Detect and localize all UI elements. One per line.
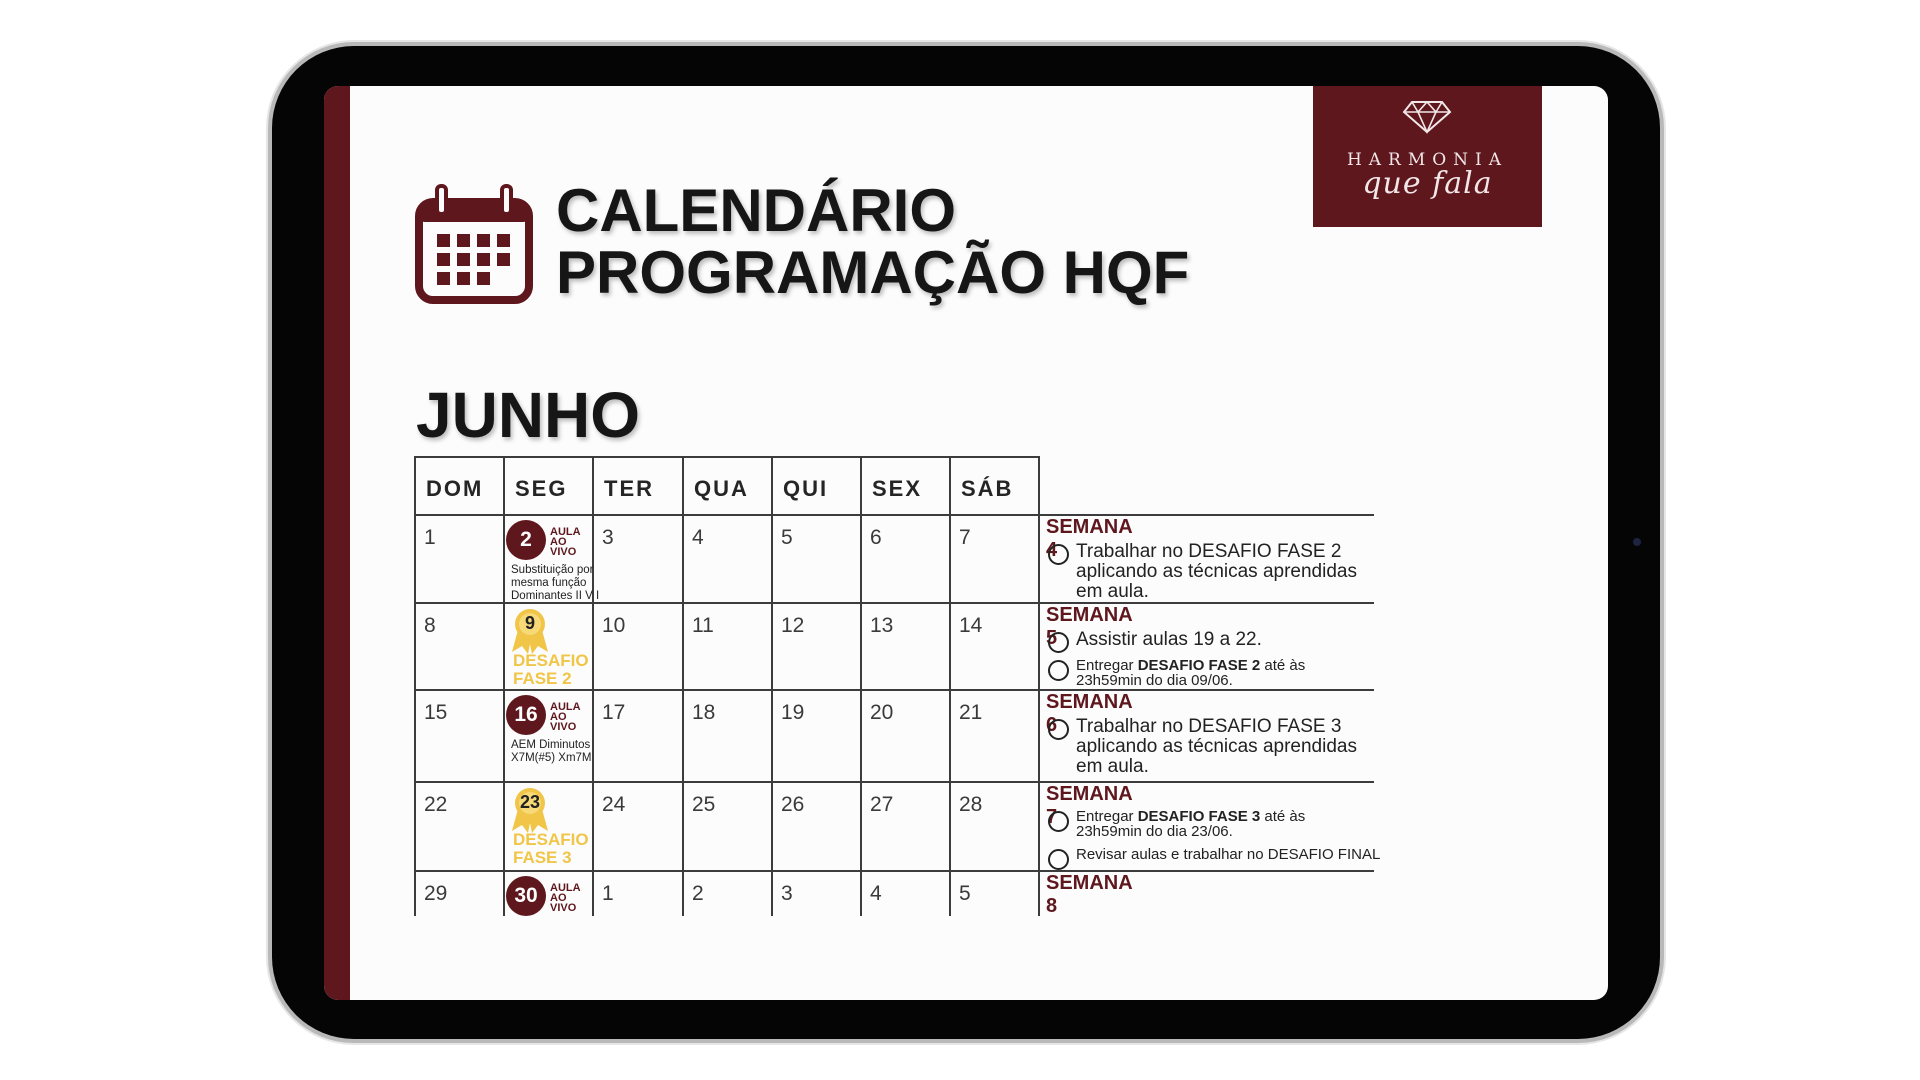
title-line-1: CALENDÁRIO (556, 177, 956, 244)
live-class-label: AULA AO VIVO (550, 882, 581, 914)
logo-script-text: que fala (1362, 166, 1493, 201)
week-title: SEMANA 5 (1046, 604, 1132, 649)
document-page[interactable] (324, 86, 1608, 1000)
day-number[interactable]: 4 (870, 882, 882, 905)
calendar-icon (415, 182, 533, 304)
day-number[interactable]: 1 (602, 882, 614, 905)
day-number[interactable]: 6 (870, 526, 882, 549)
live-class-label: AULA AO VIVO (550, 701, 581, 733)
left-accent-bar (324, 86, 350, 1000)
day-number[interactable]: 8 (424, 614, 436, 637)
week-title: SEMANA 6 (1046, 691, 1132, 736)
day-number[interactable]: 13 (870, 614, 894, 637)
day-header: SEG (515, 476, 568, 501)
challenge-day-number[interactable]: 9 (524, 613, 535, 633)
day-number[interactable]: 18 (692, 701, 716, 724)
day-header: SEX (872, 476, 923, 501)
grid-line (682, 456, 684, 916)
task-text: Entregar DESAFIO FASE 3 até às 23h59min do dia 23/06. (1076, 808, 1306, 840)
day-number[interactable]: 29 (424, 882, 448, 905)
grid-line (949, 456, 951, 916)
day-number[interactable]: 1 (424, 526, 436, 549)
day-header: QUA (694, 476, 749, 501)
day-number[interactable]: 20 (870, 701, 894, 724)
task-text: Revisar aulas e trabalhar no DESAFIO FINAL (1076, 846, 1381, 863)
live-class-badge[interactable]: 2 (506, 520, 546, 560)
day-header: SÁB (961, 476, 1014, 501)
title-line-2: PROGRAMAÇÃO HQF (556, 239, 1190, 306)
checkbox-circle[interactable] (1048, 719, 1069, 740)
month-heading: JUNHO (416, 379, 641, 451)
page-title (556, 177, 1190, 306)
checkbox-circle[interactable] (1048, 811, 1069, 832)
grid-line (771, 456, 773, 916)
day-header: DOM (426, 476, 484, 501)
day-number[interactable]: 2 (692, 882, 704, 905)
day-number[interactable]: 15 (424, 701, 448, 724)
day-number[interactable]: 10 (602, 614, 626, 637)
day-number[interactable]: 14 (959, 614, 983, 637)
day-number[interactable]: 11 (692, 614, 714, 637)
day-number[interactable]: 19 (781, 701, 805, 724)
checkbox-circle[interactable] (1048, 849, 1069, 870)
challenge-label: DESAFIO FASE 2 (513, 651, 589, 688)
day-header: QUI (783, 476, 829, 501)
diamond-icon (1402, 100, 1452, 134)
live-class-badge[interactable]: 16 (506, 695, 546, 735)
tablet-frame (272, 46, 1660, 1039)
grid-line (503, 456, 505, 916)
brand-logo (1313, 86, 1542, 227)
week-title: SEMANA 7 (1046, 783, 1132, 828)
day-number[interactable]: 7 (959, 526, 971, 549)
day-header: TER (604, 476, 654, 501)
week-title: SEMANA 4 (1046, 516, 1132, 561)
grid-line (414, 514, 1374, 516)
week-title: SEMANA 8 (1046, 872, 1132, 917)
day-number[interactable]: 25 (692, 793, 716, 816)
checkbox-circle[interactable] (1048, 660, 1069, 681)
day-number[interactable]: 21 (959, 701, 983, 724)
challenge-label: DESAFIO FASE 3 (513, 830, 589, 867)
grid-line (414, 689, 1374, 691)
day-number[interactable]: 24 (602, 793, 626, 816)
logo-brand-text: HARMONIA (1346, 150, 1509, 170)
live-class-topic: Substituição por mesma função Dominantes II V I (511, 564, 600, 602)
day-number[interactable]: 28 (959, 793, 983, 816)
grid-line (414, 456, 1040, 458)
day-number[interactable]: 5 (959, 882, 971, 905)
day-number[interactable]: 17 (602, 701, 626, 724)
challenge-day-number[interactable]: 23 (519, 792, 541, 812)
grid-line (1038, 456, 1040, 916)
camera-dot (1633, 538, 1641, 546)
day-number[interactable]: 5 (781, 526, 793, 549)
task-text: Assistir aulas 19 a 22. (1076, 629, 1262, 650)
task-text: Trabalhar no DESAFIO FASE 2 aplicando as técnicas aprendidas em aula. (1076, 541, 1357, 602)
day-number[interactable]: 26 (781, 793, 805, 816)
task-text: Entregar DESAFIO FASE 2 até às 23h59min do dia 09/06. (1076, 657, 1306, 689)
grid-line (860, 456, 862, 916)
grid-line (414, 456, 416, 916)
day-number[interactable]: 22 (424, 793, 448, 816)
day-number[interactable]: 4 (692, 526, 704, 549)
live-class-label: AULA AO VIVO (550, 526, 581, 558)
day-number[interactable]: 27 (870, 793, 894, 816)
checkbox-circle[interactable] (1048, 544, 1069, 565)
live-class-topic: AEM Diminutos X7M(#5) Xm7M (511, 739, 592, 764)
live-class-badge[interactable]: 30 (506, 876, 546, 916)
day-number[interactable]: 12 (781, 614, 805, 637)
day-number[interactable]: 3 (602, 526, 614, 549)
checkbox-circle[interactable] (1048, 632, 1069, 653)
grid-line (414, 781, 1374, 783)
task-text: Trabalhar no DESAFIO FASE 3 aplicando as técnicas aprendidas em aula. (1076, 716, 1357, 777)
day-number[interactable]: 3 (781, 882, 793, 905)
grid-line (592, 456, 594, 916)
grid-line (414, 870, 1374, 872)
